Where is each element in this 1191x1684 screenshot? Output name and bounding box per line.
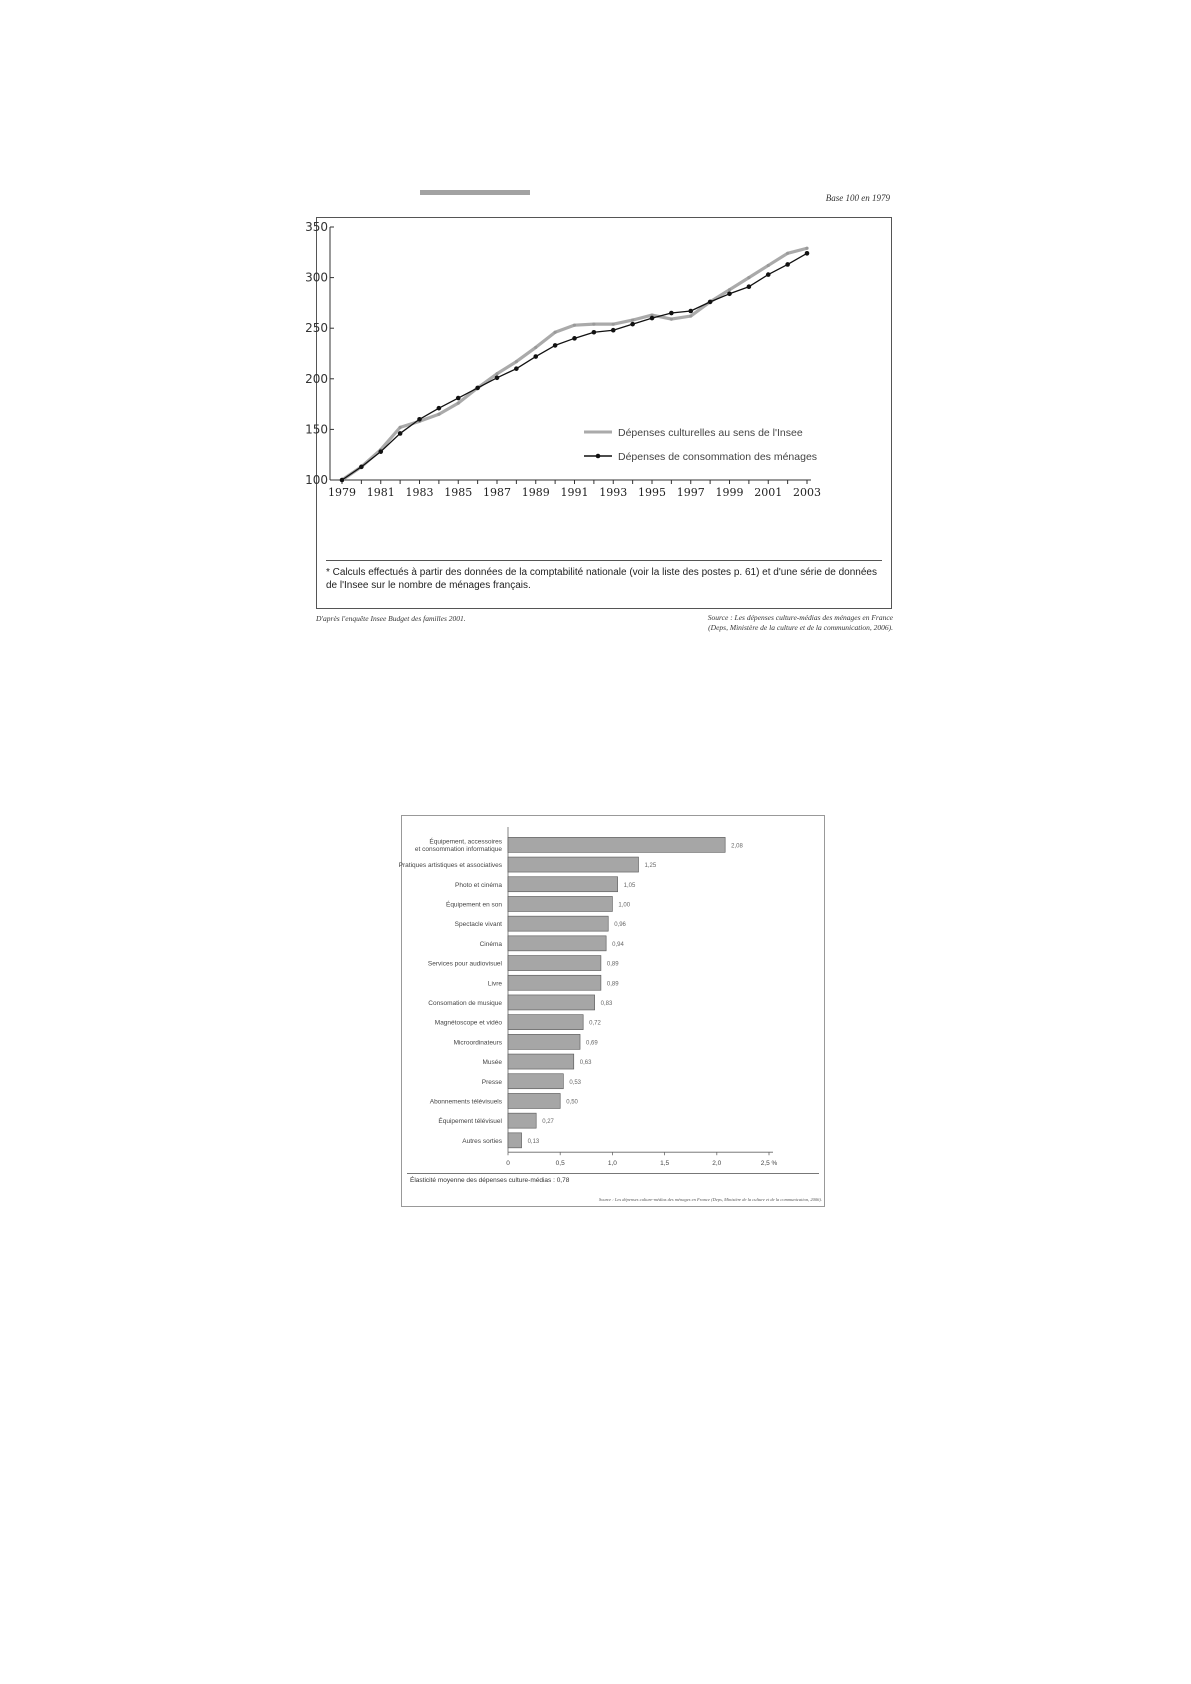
- x-tick-label: 1,0: [607, 1160, 617, 1168]
- bar: [508, 1015, 583, 1030]
- data-label: 0,89: [606, 981, 619, 988]
- x-tick-label: 2001: [754, 486, 783, 499]
- bar: [508, 1074, 563, 1089]
- series-2-point: [359, 465, 364, 470]
- series-2-point: [378, 449, 383, 454]
- category-label: Équipement télévisuel: [438, 1118, 502, 1126]
- legend-marker-2: [596, 454, 601, 459]
- chart1-base-label: Base 100 en 1979: [825, 193, 890, 203]
- data-label: 2,08: [731, 843, 743, 850]
- bar: [508, 1054, 574, 1069]
- y-tick-label: 350: [305, 220, 328, 234]
- chart1-source-line1: Source : Les dépenses culture-médias des ménages en France: [707, 613, 893, 622]
- series-2-point: [340, 478, 345, 483]
- x-tick-label: 1985: [444, 486, 473, 499]
- chart1-header-smudge: [420, 190, 530, 195]
- category-label: Magnétoscope et vidéo: [434, 1019, 502, 1027]
- legend-label-1: Dépenses culturelles au sens de l'Insee: [618, 427, 803, 439]
- series-1-point: [689, 314, 692, 317]
- series-1-point: [592, 323, 595, 326]
- bar: [508, 857, 639, 872]
- series-1-point: [437, 413, 440, 416]
- bar: [508, 837, 725, 852]
- series-line-1: [342, 248, 807, 480]
- category-label: Spectacle vivant: [454, 921, 502, 929]
- series-2-point: [437, 406, 442, 411]
- category-label: Consomation de musique: [428, 999, 502, 1007]
- series-2-point: [785, 262, 790, 267]
- x-tick-label: 1,5: [660, 1160, 670, 1168]
- x-tick-label: 1999: [715, 486, 744, 499]
- data-label: 0,50: [566, 1099, 578, 1106]
- category-label: Cinéma: [479, 940, 502, 948]
- series-2-point: [514, 366, 519, 371]
- series-1-point: [631, 319, 634, 322]
- series-2-point: [592, 330, 597, 335]
- series-1-point: [554, 331, 557, 334]
- series-2-point: [688, 309, 693, 314]
- bar: [508, 975, 601, 990]
- series-2-point: [533, 354, 538, 359]
- series-2-point: [650, 316, 655, 321]
- series-1-point: [534, 346, 537, 349]
- x-tick-label: 2,0: [712, 1160, 722, 1168]
- category-label: Presse: [481, 1078, 502, 1086]
- y-tick-label: 200: [305, 371, 328, 386]
- category-label: Autres sorties: [462, 1137, 502, 1145]
- data-label: 0,53: [569, 1079, 582, 1086]
- data-label: 1,05: [623, 882, 636, 889]
- data-label: 0,69: [586, 1040, 598, 1047]
- category-label: Microordinateurs: [453, 1039, 502, 1047]
- chart1-source-line2: (Deps, Ministère de la culture et de la communication, 2006).: [708, 623, 893, 632]
- series-2-point: [495, 375, 500, 380]
- chart1-left-source: D'après l'enquête Insee Budget des familles 2001.: [316, 614, 466, 623]
- chart2-source: Source : Les dépenses culture-médias des ménages en France (Deps, Ministère de la culture et de la communication, 2006).: [598, 1197, 822, 1202]
- chart1-note-divider: [326, 560, 882, 561]
- category-label: Livre: [487, 980, 502, 988]
- y-tick-label: 100: [305, 473, 328, 487]
- y-tick-label: 150: [305, 422, 328, 437]
- bar: [508, 1133, 522, 1148]
- series-1-point: [670, 317, 673, 320]
- x-tick-label: 0: [506, 1160, 510, 1168]
- category-label: Équipement, accessoires: [429, 838, 502, 846]
- data-label: 0,94: [612, 941, 624, 948]
- data-label: 1,00: [618, 902, 631, 909]
- series-1-point: [457, 401, 460, 404]
- series-2-point: [553, 343, 558, 348]
- category-label: Équipement en son: [445, 901, 502, 909]
- y-tick-label: 300: [305, 270, 328, 285]
- bar: [508, 916, 608, 931]
- x-tick-label: 1987: [483, 486, 511, 499]
- category-label: Pratiques artistiques et associatives: [398, 862, 502, 870]
- bar: [508, 1113, 536, 1128]
- x-tick-label: 2,5 %: [760, 1160, 778, 1168]
- x-tick-label: 1979: [328, 486, 356, 499]
- x-tick-label: 1989: [521, 486, 550, 499]
- series-2-point: [572, 336, 577, 341]
- legend-label-2: Dépenses de consommation des ménages: [618, 451, 818, 463]
- data-label: 0,72: [589, 1020, 601, 1027]
- series-1-point: [786, 252, 789, 255]
- series-2-point: [747, 284, 752, 289]
- series-2-point: [805, 251, 810, 256]
- category-label: Photo et cinéma: [455, 881, 502, 889]
- x-tick-label: 0,5: [555, 1160, 565, 1168]
- bar: [508, 896, 612, 911]
- x-tick-label: 1995: [638, 486, 666, 499]
- category-label: Musée: [482, 1059, 502, 1067]
- x-tick-label: 1991: [560, 486, 589, 499]
- bar-chart: [398, 815, 825, 1175]
- data-label: 0,96: [614, 922, 626, 929]
- bar: [508, 1093, 560, 1108]
- series-2-point: [708, 300, 713, 305]
- data-label: 0,63: [579, 1060, 592, 1067]
- chart2-note-divider: [407, 1173, 819, 1174]
- data-label: 0,89: [606, 961, 619, 968]
- series-2-point: [630, 322, 635, 327]
- category-label: Services pour audiovisuel: [427, 960, 502, 968]
- x-tick-label: 2003: [793, 486, 821, 499]
- x-tick-label: 1993: [599, 486, 628, 499]
- category-label: Abonnements télévisuels: [429, 1098, 502, 1106]
- y-tick-label: 250: [305, 321, 328, 336]
- data-label: 0,27: [542, 1119, 554, 1126]
- bar: [508, 956, 601, 971]
- series-2-point: [456, 396, 461, 401]
- chart2-note: Élasticité moyenne des dépenses culture-médias : 0,78: [410, 1177, 570, 1184]
- series-1-point: [495, 372, 498, 375]
- series-2-point: [727, 291, 732, 296]
- bar: [508, 995, 595, 1010]
- series-1-point: [767, 264, 770, 267]
- x-tick-label: 1983: [405, 486, 434, 499]
- series-2-point: [398, 431, 403, 436]
- data-label: 0,83: [600, 1000, 613, 1007]
- data-label: 1,25: [644, 863, 657, 870]
- series-2-point: [611, 328, 616, 333]
- series-1-point: [728, 288, 731, 291]
- data-label: 0,13: [527, 1138, 540, 1145]
- series-1-point: [805, 247, 808, 250]
- chart1-footnote: * Calculs effectués à partir des données de la comptabilité nationale (voir la liste des postes p. 61) et d'une série de données de l'Insee sur le nombre de ménages français.: [326, 567, 877, 591]
- bar: [508, 877, 618, 892]
- series-1-point: [515, 360, 518, 363]
- series-2-point: [669, 311, 674, 316]
- series-1-point: [747, 276, 750, 279]
- category-label: et consommation informatique: [414, 846, 502, 854]
- series-1-point: [399, 426, 402, 429]
- series-2-point: [475, 386, 480, 391]
- bar: [508, 936, 606, 951]
- bar: [508, 1034, 580, 1049]
- x-tick-label: 1997: [676, 486, 705, 499]
- series-2-point: [417, 417, 422, 422]
- line-chart: [305, 217, 892, 609]
- series-1-point: [612, 323, 615, 326]
- series-line-2: [342, 253, 807, 480]
- chart1-right-source: [560, 613, 893, 633]
- series-2-point: [766, 272, 771, 277]
- x-tick-label: 1981: [366, 486, 395, 499]
- series-1-point: [573, 324, 576, 327]
